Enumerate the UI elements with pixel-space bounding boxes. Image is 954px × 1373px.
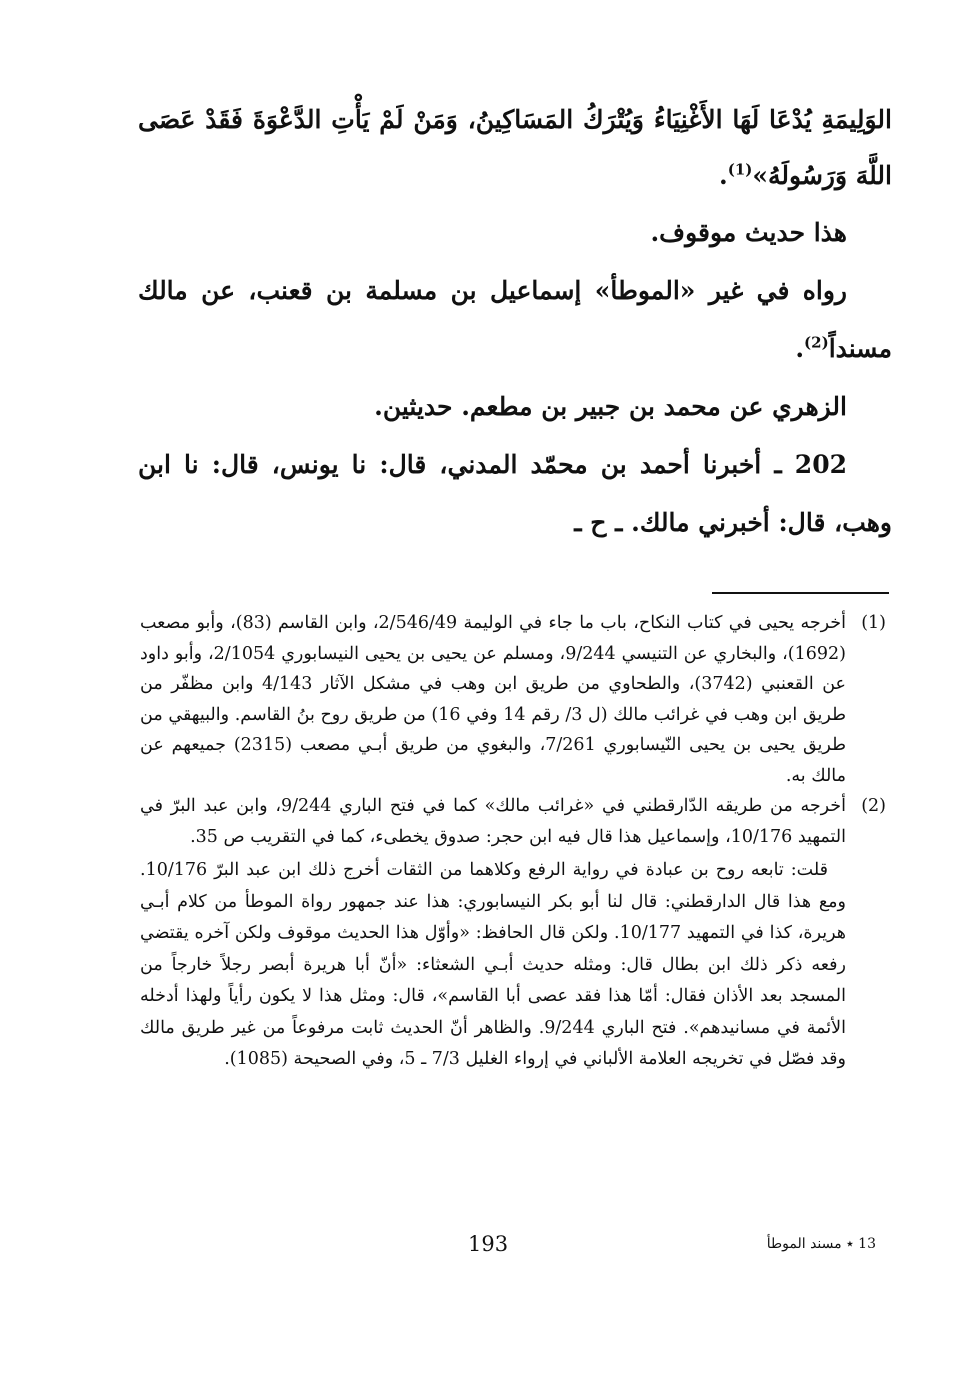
page-footer <box>0 1232 954 1272</box>
footnote-2 <box>140 791 886 852</box>
narration-period: . <box>795 334 805 363</box>
footnote-2-continuation: قلت: تابعه روح بن عبادة في رواية الرفع وكلاهما من الثقات أخرج ذلك ابن عبد البرّ 10/176. ومع هذا قال الدارقطني: قال لنا أبو بكر النيسابوري: هذا عند جمهور رواة الموطأ من كلام أبـي هريرة، كذا في التمهيد 10/177. ولكن قال الحافظ: «وأوّل هذا الحديث موقوف ولكن آخره يقتضي رفعه ذكر ذلك ابن بطال قال: ومثله حديث أبـي الشعثاء: «أنّ أبا هريرة أبصر رجلاً خارجاً من المسجد بعد الأذان فقال: أمّا هذا فقد عصى أبا القاسم»، قال: ومثل هذا لا يكون رأياً ولهذا أدخله الأئمة في مسانيدهم». فتح الباري 9/244. والظاهر أنّ الحديث ثابت مرفوعاً من غير طريق مالك وقد فصّل في تخريجه العلامة الألباني في إرواء الغليل 7/3 ـ 5، وفي الصحيحة (1085). <box>140 860 847 1069</box>
narration-note <box>138 262 892 378</box>
hadith-ending <box>138 92 892 204</box>
footnote-1 <box>140 608 886 791</box>
print-signature: 13 ٭ مسند الموطأ <box>766 1236 876 1252</box>
hadith-chain: أخبرنا أحمد بن محمّد المدني، قال: نا يونس، قال: نا ابن وهب، قال: أخبرني مالك. ـ ح ـ <box>138 450 892 537</box>
page-number: 193 <box>468 1232 509 1256</box>
footnote-number: (2) <box>861 796 886 816</box>
footnote-text: أخرجه يحيى في كتاب النكاح، باب ما جاء في الوليمة 2/546/49، وابن القاسم (83)، وأبو مصعب (1692)، والبخاري عن التنيسي 9/244، ومسلم عن يحيى بن يحيى النيسابوري 2/1054، وأبو داود عن القعنبي (3742)، والطحاوي من طريق ابن وهب في مشكل الآثار 4/143 وابن مظفّر من طريق ابن وهب في غرائب مالك (ل 3/ رقم 14 وفي 16) من طريق روح بنُ القاسم. والبيهقي من طريق يحيى بن يحيى النّيسابوري 7/261، والبغوي من طريق أبـي مصعب (2315) جميعهم عن مالك به. <box>140 613 847 786</box>
footnote-number: (1) <box>861 613 886 633</box>
hadith-202 <box>138 436 892 552</box>
hadith-status: هذا حديث موقوف. <box>650 218 847 247</box>
hadith-ending-period: . <box>719 161 728 190</box>
footnotes <box>140 608 886 1076</box>
footnote-ref-2: (2) <box>804 333 829 352</box>
chapter-heading: الزهري عن محمد بن جبير بن مطعم. حديثين. <box>374 392 847 421</box>
footnote-separator <box>712 592 889 594</box>
hadith-ending-text: الوَلِيمَةِ يُدْعَا لَهَا الأَغْنِيَاءُ وَيُتْرَكُ المَسَاكِينُ، وَمَنْ لَمْ يَأْتِ الدَّعْوَةَ فَقَدْ عَصَى اللَّهَ وَرَسُولَهُ» <box>138 105 892 190</box>
hadith-number: 202 ـ <box>774 450 847 479</box>
main-text <box>138 92 892 552</box>
footnote-text: أخرجه من طريقه الدّارقطني في «غرائب مالك» كما في فتح الباري 9/244، وابن عبد البرّ في التمهيد 10/176، وإسماعيل هذا قال فيه ابن حجر: صدوق يخطىء، كما في التقريب ص 35. <box>140 796 846 847</box>
narration-text: رواه في غير «الموطأ» إسماعيل بن مسلمة بن قعنب، عن مالك مسنداً <box>138 276 892 363</box>
footnote-ref-1: (1) <box>727 160 753 179</box>
